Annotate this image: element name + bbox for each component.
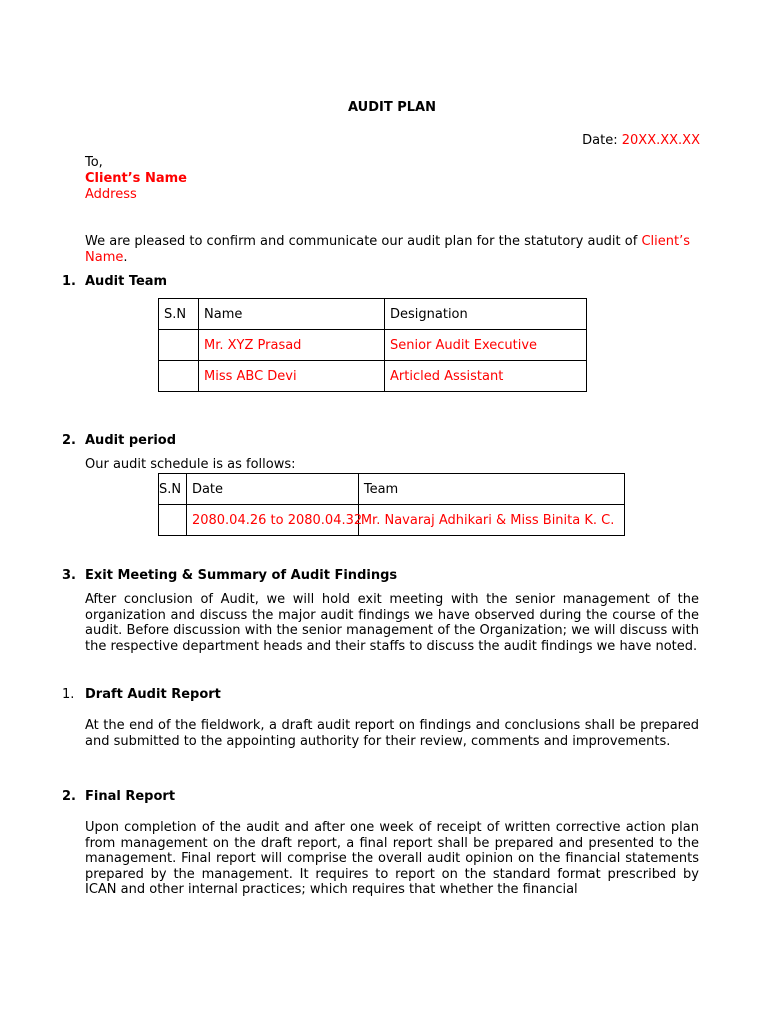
audit-team-table xyxy=(158,298,587,392)
cell-designation: Senior Audit Executive xyxy=(385,330,587,361)
cell-date: 2080.04.26 to 2080.04.32 xyxy=(186,505,358,536)
cell-sn xyxy=(159,361,199,392)
audit-schedule-table xyxy=(158,473,625,536)
recipient-to: To, xyxy=(85,155,103,170)
section-title-audit-team: Audit Team xyxy=(85,274,168,289)
section-number-audit-period: 2. xyxy=(62,433,76,448)
exit-meeting-text: After conclusion of Audit, we will hold exit meeting with the senior management of the organization and discuss the major audit findings we have observed during the course of the audit. Before discussion with the senior management of the Organization; we will discuss with the respective department heads and their staffs to discuss the audit findings we have noted. xyxy=(85,592,699,654)
cell-team: Mr. Navaraj Adhikari & Miss Binita K. C. xyxy=(358,505,624,536)
header-team: Team xyxy=(358,474,624,505)
date-value: 20XX.XX.XX xyxy=(621,133,700,148)
intro-end: . xyxy=(123,249,128,265)
section-title-final-report: Final Report xyxy=(85,789,176,804)
header-name: Name xyxy=(199,299,385,330)
recipient-client-name: Client’s Name xyxy=(85,171,187,186)
table-header-row xyxy=(159,474,625,505)
date-label: Date: xyxy=(582,133,622,148)
cell-designation: Articled Assistant xyxy=(385,361,587,392)
table-row xyxy=(159,505,625,536)
section-title-exit-meeting: Exit Meeting & Summary of Audit Findings xyxy=(85,568,398,583)
intro-client-name: Client’s Name xyxy=(85,234,690,265)
cell-sn xyxy=(159,505,187,536)
final-report-paragraph xyxy=(85,820,699,898)
document-title: AUDIT PLAN xyxy=(348,100,436,115)
section-number-draft-report: 1. xyxy=(62,687,75,702)
table-header-row xyxy=(159,299,587,330)
schedule-intro: Our audit schedule is as follows: xyxy=(85,457,296,472)
section-title-draft-report: Draft Audit Report xyxy=(85,687,221,702)
final-report-text: Upon completion of the audit and after one week of receipt of written corrective action plan from management on the draft report, a final report shall be prepared and presented to the management. Final report will comprise the overall audit opinion on the financial statements prepared by the management. It requires to report on the standard format prescribed by ICAN and other internal practices; which requires that whether the financial xyxy=(85,820,699,898)
recipient-address: Address xyxy=(85,187,137,202)
exit-meeting-paragraph xyxy=(85,592,699,654)
table-row xyxy=(159,361,587,392)
date-line xyxy=(582,133,700,148)
cell-name: Mr. XYZ Prasad xyxy=(199,330,385,361)
cell-name: Miss ABC Devi xyxy=(199,361,385,392)
section-title-audit-period: Audit period xyxy=(85,433,177,448)
header-sn: S.N xyxy=(159,299,199,330)
intro-text: We are pleased to confirm and communicate our audit plan for the statutory audit of xyxy=(85,234,642,249)
header-designation: Designation xyxy=(385,299,587,330)
draft-report-paragraph xyxy=(85,718,699,749)
header-sn: S.N xyxy=(159,474,187,505)
draft-report-text: At the end of the fieldwork, a draft audit report on findings and conclusions shall be prepared and submitted to the appointing authority for their review, comments and improvements. xyxy=(85,718,699,749)
cell-sn xyxy=(159,330,199,361)
section-number-exit-meeting: 3. xyxy=(62,568,76,583)
intro-paragraph xyxy=(85,234,699,265)
table-row xyxy=(159,330,587,361)
header-date: Date xyxy=(186,474,358,505)
section-number-audit-team: 1. xyxy=(62,274,76,289)
section-number-final-report: 2. xyxy=(62,789,76,804)
